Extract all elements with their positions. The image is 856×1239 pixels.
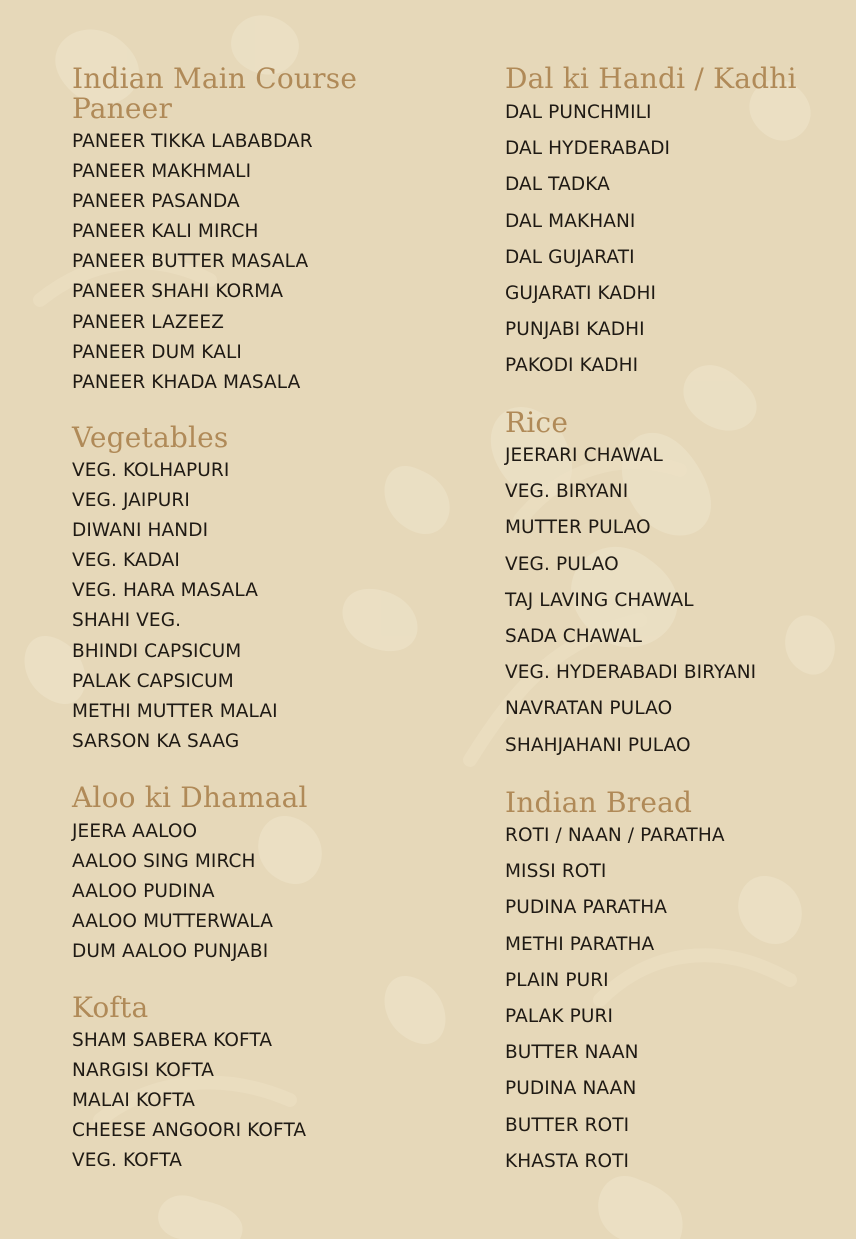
section-heading-rice: Rice [505,406,569,439]
section-heading-indian-bread: Indian Bread [505,786,693,819]
section-heading-main-course: Indian Main Course [72,62,358,95]
bread-list [505,818,725,1180]
menu-item: DIWANI HANDI [72,520,209,542]
menu-item: MUTTER PULAO [505,517,651,539]
menu-item: VEG. KOFTA [72,1150,182,1172]
menu-item: DUM AALOO PUNJABI [72,941,269,963]
menu-item: METHI MUTTER MALAI [72,700,278,722]
menu-item: VEG. KADAI [72,550,180,572]
menu-item: PALAK CAPSICUM [72,670,234,692]
menu-item: AALOO MUTTERWALA [72,911,273,933]
menu-item: SHAHI VEG. [72,610,182,632]
menu-item: PAKODI KADHI [505,355,639,377]
menu-item: PANEER DUM KALI [72,341,242,363]
menu-item: PUDINA PARATHA [505,897,667,919]
menu-item: AALOO SING MIRCH [72,851,256,873]
menu-item: METHI PARATHA [505,933,655,955]
menu-item: PANEER TIKKA LABABDAR [72,131,313,152]
menu-item: PANEER PASANDA [72,191,240,213]
menu-item: SHAHJAHANI PULAO [505,734,691,756]
menu-item: MISSI ROTI [505,861,607,883]
menu-item: VEG. HYDERABADI BIRYANI [505,662,757,684]
dal-list [505,95,670,385]
menu-item: VEG. HARA MASALA [72,580,258,602]
menu-item: KHASTA ROTI [505,1150,630,1172]
aloo-list [72,817,273,967]
menu-item: PUNJABI KADHI [505,319,645,341]
rice-list [505,438,756,764]
menu-item: BHINDI CAPSICUM [72,640,242,662]
menu-item: VEG. PULAO [505,553,619,575]
section-heading-kofta: Kofta [72,991,149,1024]
menu-item: VEG. BIRYANI [505,481,629,503]
menu-item: GUJARATI KADHI [505,282,657,304]
menu-item: VEG. JAIPURI [72,490,190,512]
section-heading-aloo: Aloo ki Dhamaal [72,781,308,814]
menu-item: PANEER SHAHI KORMA [72,281,284,303]
menu-item: JEERA AALOO [72,821,198,842]
paneer-list [72,127,313,398]
menu-item: DAL GUJARATI [505,246,635,268]
section-heading-vegetables: Vegetables [72,421,229,454]
menu-item: DAL MAKHANI [505,210,636,232]
menu-item: PUDINA NAAN [505,1078,637,1100]
menu-item: JEERARI CHAWAL [505,445,663,466]
menu-item: PANEER BUTTER MASALA [72,251,309,273]
menu-item: SADA CHAWAL [505,625,643,647]
menu-item: CHEESE ANGOORI KOFTA [72,1120,307,1142]
menu-item: AALOO PUDINA [72,881,215,903]
menu-item: DAL TADKA [505,174,610,196]
menu-item: BUTTER ROTI [505,1114,630,1136]
menu-item: NARGISI KOFTA [72,1060,215,1082]
menu-item: MALAI KOFTA [72,1090,195,1112]
menu-item: VEG. KOLHAPURI [72,460,230,481]
section-heading-dal: Dal ki Handi / Kadhi [505,62,797,95]
menu-item: NAVRATAN PULAO [505,698,673,720]
menu-item: PANEER KHADA MASALA [72,371,301,393]
menu-item: DAL HYDERABADI [505,138,671,160]
section-subheading-paneer: Paneer [72,92,173,125]
menu-item: SARSON KA SAAG [72,730,240,752]
menu-item: SHAM SABERA KOFTA [72,1030,273,1051]
kofta-list [72,1026,306,1176]
menu-item: PANEER KALI MIRCH [72,221,259,243]
menu-item: PLAIN PURI [505,969,609,991]
menu-item: BUTTER NAAN [505,1042,639,1064]
menu-item: TAJ LAVING CHAWAL [505,589,694,611]
menu-item: PANEER MAKHMALI [72,161,252,183]
vegetables-list [72,456,278,757]
menu-item: DAL PUNCHMILI [505,102,652,123]
menu-item: PANEER LAZEEZ [72,311,224,333]
menu-item: PALAK PURI [505,1005,614,1027]
menu-item: ROTI / NAAN / PARATHA [505,825,725,846]
